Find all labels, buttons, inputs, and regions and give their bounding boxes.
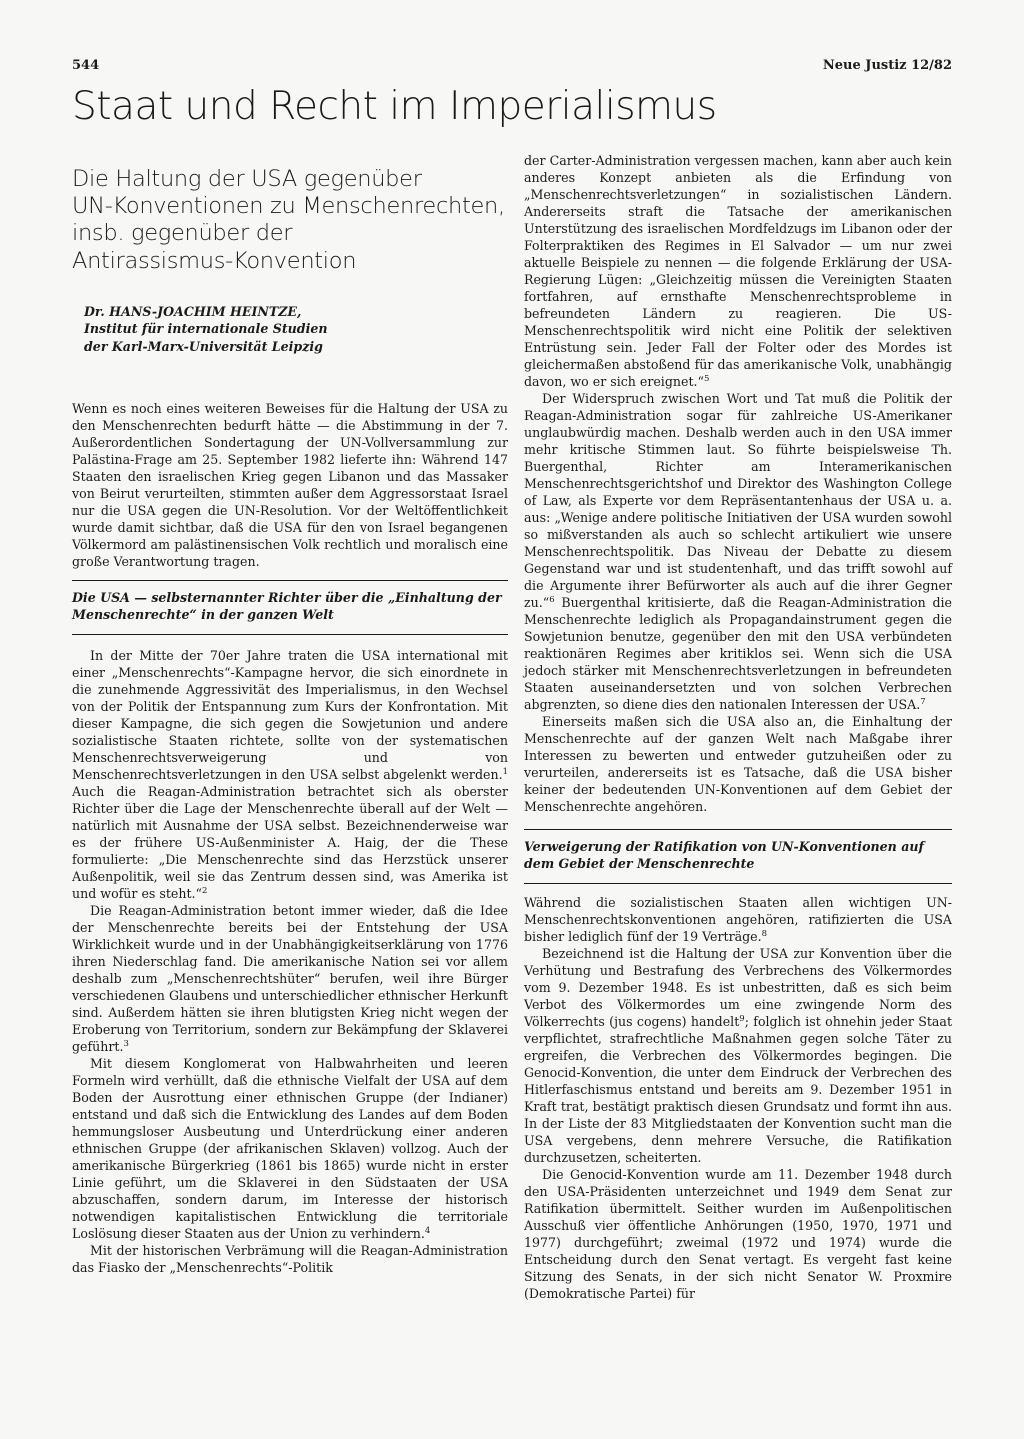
footnote-ref: 1 bbox=[502, 766, 508, 777]
paragraph-text: Buergenthal kritisierte, daß die Reagan-Administration die Menschenrechte lediglich als Propagandainstrument gegen die Sowjetunion benutze, gegenüber den mit den USA verbündeten reaktionären Regimes aber kritiklos sei. Wenn sich die USA jedoch stärker mit Menschenrechtsverletzungen in befreundeten Staaten auseinandersetzten und von solchen Verbrechen abgrenzten, so diene dies den nationalen Interessen der USA. bbox=[524, 595, 953, 712]
paragraph-text: Die Reagan-Administration betont immer wieder, daß die Idee der Menschenrechte bereits bei der Entstehung der USA Wirklichkeit wurde und in der Unabhängigkeitserklärung von 1776 ihren Niederschlag fand. Die amerikanische Nation sei vor allem deshalb zum „Menschenrechtshüter“ berufen, weil ihre Bürger verschiedenen Glaubens und unterschiedlicher ethnischer Herkunft sind. Außerdem hätten sie ihren blutigsten Krieg nicht wegen der Eroberung von Territorium, sondern zur Bekämpfung der Sklaverei geführt. bbox=[72, 902, 508, 1054]
paragraph-text: Bezeichnend ist die Haltung der USA zur Konvention über die Verhütung und Bestrafung des Verbrechens des Völkermordes vom 9. Dezember 1948. Es ist unbestritten, daß es sich beim Verbot des Völkermordes um eine zwingende Norm des Völkerrechts (jus cogens) handelt bbox=[524, 945, 952, 1029]
paragraph bbox=[524, 390, 952, 713]
paragraph bbox=[524, 894, 952, 945]
left-column bbox=[72, 152, 508, 1276]
journal-issue: Neue Justiz 12/82 bbox=[822, 58, 952, 73]
paragraph bbox=[524, 152, 952, 390]
footnote-ref: 9 bbox=[739, 1013, 745, 1024]
footnote-ref: 2 bbox=[201, 885, 208, 896]
lead-paragraph: Wenn es noch eines weiteren Beweises für die Haltung der USA zu den Menschenrechten bedurft hätte — die Abstimmung in der 7. Außerordentlichen Sondertagung der UN-Vollversammlung zur Palästina-Frage am 25. September 1982 lieferte ihn: Während 147 Staaten den israelischen Krieg gegen Libanon und das Massaker von Beirut verurteilten, stimmten außer dem Aggressorstaat Israel nur die USA gegen die UN-Resolution. Vor der Weltöffentlichkeit wurde damit sichtbar, daß die USA für den von Israel begangenen Völkermord am palästinensischen Volk rechtlich und moralisch eine große Verantwortung tragen. bbox=[72, 401, 508, 569]
article-title-line: UN-Konventionen zu Menschenrechten, bbox=[72, 193, 505, 220]
author-block bbox=[84, 303, 508, 355]
article-title-line: insb. gegenüber der bbox=[72, 220, 293, 247]
section-title: Staat und Recht im Imperialismus bbox=[72, 84, 717, 129]
paragraph bbox=[524, 945, 952, 1166]
paragraph-text: der Carter-Administration vergessen machen, kann aber auch kein anderes Konzept anbieten als die Erfindung von „Menschenrechtsverletzungen“ in sozialistischen Ländern. Andererseits straft die Tatsache der amerikanischen Unterstützung des israelischen Mordfeldzugs im Libanon oder der Folterpraktiken des Regimes in El Salvador — um nur zwei aktuelle Beispiele zu nennen — die folgende Erklärung der USA-Regierung Lügen: „Gleichzeitig müssen die Vereinigten Staaten fortfahren, auf ernsthafte Menschenrechtsprobleme in befreundeten Ländern zu reagieren. Die US-Menschenrechtspolitik wird nicht eine Politik der selektiven Entrüstung sein. Jeder Fall der Folter oder des Mordes ist gleichermaßen abstoßend für das amerikanische Volk, unabhängig davon, wo er sich ereignet.“ bbox=[524, 153, 952, 389]
paragraph-text: Der Widerspruch zwischen Wort und Tat muß die Politik der Reagan-Administration sogar für zahlreiche US-Amerikaner unglaubwürdig machen. Deshalb werden auch in den USA immer mehr kritische Stimmen laut. So führte beispielsweise Th. Buergenthal, Richter am Interamerikanischen Menschenrechtsgerichtshof und Direktor des Washington College of Law, als Experte vor dem Repräsentantenhaus der USA u. a. aus: „Wenige andere politische Initiativen der USA wurden sowohl so mißverstanden als auch so schlecht artikuliert wie unsere Menschenrechtspolitik. Das Niveau der Debatte zu diesem Gegenstand war und ist studentenhaft, und das trifft sowohl auf die Argumente ihrer Befürworter als auch auf die ihrer Gegner zu.“ bbox=[524, 391, 952, 610]
footnote-ref: 5 bbox=[703, 373, 710, 384]
article-title-line: Antirassismus-Konvention bbox=[72, 247, 357, 274]
footnote-ref: 6 bbox=[549, 594, 555, 605]
paragraph bbox=[524, 713, 952, 815]
footnote-ref: 7 bbox=[920, 696, 926, 707]
paragraph bbox=[72, 647, 508, 902]
paragraph-text: In der Mitte der 70er Jahre traten die USA international mit einer „Menschenrechts“-Kampagne hervor, die sich einordnete in die zunehmende Aggressivität des Imperialismus, in den Wechsel von der Politik der Entspannung zum Kurs der Konfrontation. Mit dieser Kampagne, die sich gegen die Sowjetunion und andere sozialistische Staaten richtete, sollte von der systematischen Menschenrechtsverweigerung und von Menschenrechtsverletzungen in den USA selbst abgelenkt werden. bbox=[72, 647, 508, 782]
page-number: 544 bbox=[72, 58, 100, 73]
subheading: Verweigerung der Ratifikation von UN-Konventionen auf dem Gebiet der Menschenrechte bbox=[524, 829, 952, 884]
article-title bbox=[72, 166, 508, 275]
paragraph-text: ; folglich ist ohnehin jeder Staat verpflichtet, strafrechtliche Maßnahmen gegen solche Täter zu ergreifen, die Verbrechen des Völkermordes begingen. Die Genocid-Konvention, die unter dem Eindruck der Verbrechen des Hitlerfaschismus entstand und bereits am 9. Dezember 1951 in Kraft trat, bestätigt praktisch diesen Grundsatz und formt ihn aus. In der Liste der 83 Mitgliedstaaten der Konvention sucht man die USA vergebens, denn mehrere Versuche, die Ratifikation durchzusetzen, scheiterten. bbox=[524, 1013, 953, 1165]
paragraph-text: Während die sozialistischen Staaten allen wichtigen UN-Menschenrechtskonventionen angehören, ratifizierten die USA bisher lediglich fünf der 19 Verträge. bbox=[524, 894, 952, 944]
article-title-line: Die Haltung der USA gegenüber bbox=[72, 166, 422, 192]
paragraph-text: Einerseits maßen sich die USA also an, die Einhaltung der Menschenrechte auf der ganzen Welt nach Maßgabe ihrer Interessen zu bewerten und entweder gutzuheißen oder zu verurteilen, andererseits ist es Tatsache, daß die USA bisher keiner der bedeutenden UN-Konventionen auf dem Gebiet der Menschenrechte angehören. bbox=[524, 714, 952, 814]
paragraph bbox=[72, 1055, 508, 1242]
paragraph-text: Auch die Reagan-Administration betrachtet sich als oberster Richter über die Lage der Menschenrechte überall auf der Welt — natürlich mit Ausnahme der USA selbst. Bezeichnenderweise war es der frühere US-Außenminister A. Haig, der die These formulierte: „Die Menschenrechte sind das Herzstück unserer Außenpolitik, weil sie das Zentrum dessen sind, was Amerika ist und wofür es steht.“ bbox=[72, 783, 508, 901]
subheading: Die USA — selbsternannter Richter über die „Einhaltung der Menschenrechte“ in der ganzen Welt bbox=[72, 580, 508, 635]
paragraph-text: Mit der historischen Verbrämung will die Reagan-Administration das Fiasko der „Menschenrechts“-Politik bbox=[72, 1242, 508, 1275]
running-head bbox=[72, 58, 952, 78]
footnote-ref: 4 bbox=[424, 1225, 431, 1236]
footnote-ref: 3 bbox=[123, 1038, 129, 1049]
paragraph bbox=[72, 1242, 508, 1276]
author-affiliation: Institut für internationale Studien bbox=[84, 321, 328, 337]
paragraph bbox=[72, 902, 508, 1055]
paragraph-text: Die Genocid-Konvention wurde am 11. Dezember 1948 durch den USA-Präsidenten unterzeichnet und 1949 dem Senat zur Ratifikation übermittelt. Seither wurden im Außenpolitischen Ausschuß vier öffentliche Anhörungen (1950, 1970, 1971 und 1977) durchgeführt; zweimal (1972 und 1974) wurde die Entscheidung durch den Senat vertagt. Es vergeht fast keine Sitzung des Senats, in der sich nicht Senator W. Proxmire (Demokratische Partei) für bbox=[524, 1166, 952, 1301]
right-column bbox=[524, 152, 952, 1302]
author-name: Dr. HANS-JOACHIM HEINTZE, bbox=[84, 303, 302, 319]
paragraph-text: Mit diesem Konglomerat von Halbwahrheiten und leeren Formeln wird verhüllt, daß die ethnische Vielfalt der USA auf dem Boden der Ausrottung einer ethnischen Gruppe (der Indianer) entstand und daß sich die Entwicklung des Landes auf dem Boden hemmungsloser Ausbeutung und Unterdrückung einer anderen ethnischen Gruppe (der afrikanischen Sklaven) vollzog. Auch der amerikanische Bürgerkrieg (1861 bis 1865) wurde nicht in erster Linie geführt, um die Sklaverei in den Südstaaten der USA abzuschaffen, sondern darum, im Interesse der historisch notwendigen kapitalistischen Entwicklung die territoriale Loslösung dieser Staaten aus der Union zu verhindern. bbox=[72, 1055, 508, 1241]
footnote-ref: 8 bbox=[761, 928, 768, 939]
author-affiliation: der Karl-Marx-Universität Leipzig bbox=[84, 338, 323, 354]
paragraph bbox=[524, 1166, 952, 1302]
